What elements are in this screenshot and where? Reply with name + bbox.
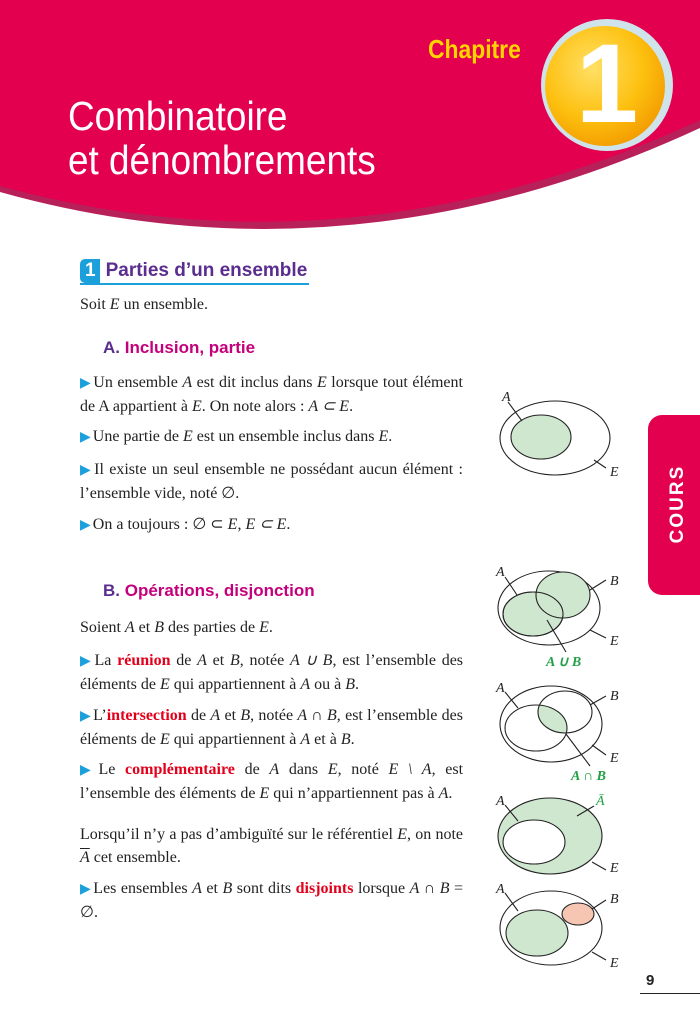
label-a: A (496, 565, 505, 580)
label-e: E (610, 465, 619, 480)
diagram-inclusion (500, 390, 619, 480)
math-symbol: A (182, 374, 193, 391)
math-symbol: E (397, 826, 408, 843)
title-line-2: et dénombrements (68, 137, 376, 183)
text-segment: Une partie de (92, 428, 183, 445)
bullet-triangle-icon: ▶ (80, 518, 91, 533)
math-symbol: A (210, 707, 221, 724)
text-segment: . (268, 619, 273, 636)
text-segment: qui appartiennent à (169, 730, 301, 748)
math-symbol: B (230, 652, 240, 669)
text-segment: et (206, 652, 230, 669)
label-complement: Ā (596, 794, 605, 809)
math-symbol: E (159, 730, 170, 748)
text-segment: est un ensemble inclus dans (192, 428, 379, 445)
set-a (506, 910, 568, 956)
text-segment: Les ensembles (93, 880, 193, 897)
text-segment: . (355, 675, 360, 693)
text-segment: , on note (407, 826, 464, 843)
bullet-triangle-icon: ▶ (80, 654, 93, 669)
math-symbol: E (191, 397, 202, 415)
diagram-complement (495, 793, 619, 876)
label-a: A (496, 882, 505, 897)
text-segment: , est l’ensemble des éléments de (80, 707, 463, 748)
subheading-letter: A. (103, 338, 120, 357)
text-segment: et (220, 707, 241, 724)
label-e: E (610, 861, 619, 876)
text-segment: , (237, 516, 246, 533)
text-segment: , notée (250, 707, 298, 724)
diagram-intersection (495, 681, 619, 784)
math-symbol: E (259, 784, 270, 802)
bullet-triangle-icon: ▶ (80, 763, 97, 778)
intersection-caption: A ∩ B (571, 769, 606, 784)
text-segment: et à (310, 730, 341, 748)
math-symbol: B (222, 880, 233, 897)
bullet-triangle-icon: ▶ (80, 376, 92, 391)
title-line-1: Combinatoire (68, 93, 288, 139)
text-segment: . (350, 730, 355, 748)
cours-side-tab (648, 415, 700, 595)
section-number: 1 (80, 259, 100, 283)
math-symbol: E (227, 516, 238, 533)
text-segment: de (170, 652, 198, 669)
bullet-triangle-icon: ▶ (80, 709, 92, 724)
text-segment: Soient (80, 619, 125, 636)
math-symbol: E \ A (388, 761, 432, 778)
key-term: intersection (106, 707, 187, 724)
label-b: B (610, 689, 619, 704)
text-segment: lorsque (353, 880, 410, 897)
label-b: B (610, 892, 619, 907)
page-number-rule (640, 993, 700, 994)
text-segment: Il existe un seul ensemble ne possédant aucun élément : l’ensemble vide, noté ∅. (80, 461, 463, 502)
text-segment: lorsque tout élément de A appartient à (80, 374, 463, 415)
text-segment: . (448, 784, 453, 802)
math-symbol: A (300, 675, 311, 693)
key-term: réunion (117, 652, 171, 669)
math-symbol: B (154, 619, 164, 636)
label-e: E (610, 634, 619, 649)
text-segment: , notée (239, 652, 290, 669)
text-segment: un ensemble. (119, 296, 208, 313)
math-symbol: E (159, 675, 170, 693)
label-a: A (496, 681, 505, 696)
text-segment: ou à (310, 675, 346, 693)
page-number: 9 (646, 972, 655, 989)
text-segment: . (388, 428, 393, 445)
math-symbol: B (340, 730, 351, 748)
text-segment: dans (279, 761, 328, 778)
set-b (562, 903, 594, 925)
math-symbol: A (438, 784, 449, 802)
text-segment: La (94, 652, 118, 669)
label-a: A (502, 390, 511, 405)
text-segment: sont dits (232, 880, 296, 897)
text-segment: . (286, 516, 291, 533)
math-symbol: E (378, 428, 389, 445)
bullet-triangle-icon: ▶ (80, 463, 93, 478)
text-segment: des parties de (164, 619, 260, 636)
text-segment: Soit (80, 296, 110, 313)
math-symbol: A (192, 880, 202, 897)
subheading-title: Inclusion, partie (124, 338, 256, 357)
key-term: complémentaire (125, 761, 235, 778)
math-symbol: A ∩ B (297, 707, 337, 724)
bullet-triangle-icon: ▶ (80, 882, 92, 897)
text-segment: Le (98, 761, 126, 778)
text-segment: et (134, 619, 155, 636)
key-term: disjoints (295, 880, 354, 897)
math-symbol: E (316, 374, 327, 391)
subheading-letter: B. (103, 581, 120, 600)
text-segment: Un ensemble (93, 374, 183, 391)
label-e: E (610, 956, 619, 971)
text-segment: et (201, 880, 223, 897)
label-a: A (496, 794, 505, 809)
math-symbol: E (327, 761, 338, 778)
math-symbol: E (109, 296, 120, 313)
text-segment: de (186, 707, 211, 724)
section-title: Parties d’un ensemble (105, 260, 308, 281)
chapter-number: 1 (575, 21, 639, 146)
math-symbol: B (345, 675, 356, 693)
text-segment: , est l’ensemble des éléments de (80, 652, 464, 693)
math-symbol: A ⊂ E (308, 397, 350, 415)
text-segment: qui appartiennent à (169, 675, 301, 693)
side-tab-label: COURS (667, 464, 688, 544)
math-symbol: A (197, 652, 207, 669)
text-segment: . (349, 397, 354, 415)
label-e: E (610, 751, 619, 766)
text-segment: est dit inclus dans (192, 374, 317, 391)
text-segment: L’ (93, 707, 107, 724)
bullet-triangle-icon: ▶ (80, 430, 91, 445)
text-segment: , est l’ensemble des éléments de (80, 761, 464, 802)
math-symbol: A ∩ B (409, 880, 450, 897)
diagram-disjoint (495, 882, 619, 971)
set-a (511, 415, 571, 459)
text-segment: cet ensemble. (89, 848, 181, 866)
union-caption: A ∪ B (546, 655, 582, 670)
math-symbol: A (124, 619, 135, 636)
math-symbol: A ∪ B (289, 652, 333, 669)
text-segment: = ∅. (80, 880, 464, 921)
math-symbol: A (269, 761, 280, 778)
text-segment: Lorsqu’il n’y a pas d’ambiguïté sur le référentiel (80, 826, 398, 843)
label-b: B (610, 574, 619, 589)
math-symbol: B (240, 707, 251, 724)
math-symbol: E (259, 619, 269, 636)
text-segment: . On note alors : (201, 397, 309, 415)
set-a (503, 820, 565, 864)
text-segment: de (234, 761, 270, 778)
text-segment: On a toujours : ∅ ⊂ (92, 516, 228, 533)
subheading-title: Opérations, disjonction (124, 581, 315, 600)
text-segment: qui n’appartiennent pas à (269, 784, 439, 802)
text-segment: , noté (337, 761, 389, 778)
math-symbol: E (182, 428, 193, 445)
math-symbol: E ⊂ E (245, 516, 287, 533)
math-symbol: A (300, 730, 311, 748)
chapter-label: Chapitre (428, 34, 521, 64)
math-symbol: $\overline{A}$ (80, 848, 90, 866)
